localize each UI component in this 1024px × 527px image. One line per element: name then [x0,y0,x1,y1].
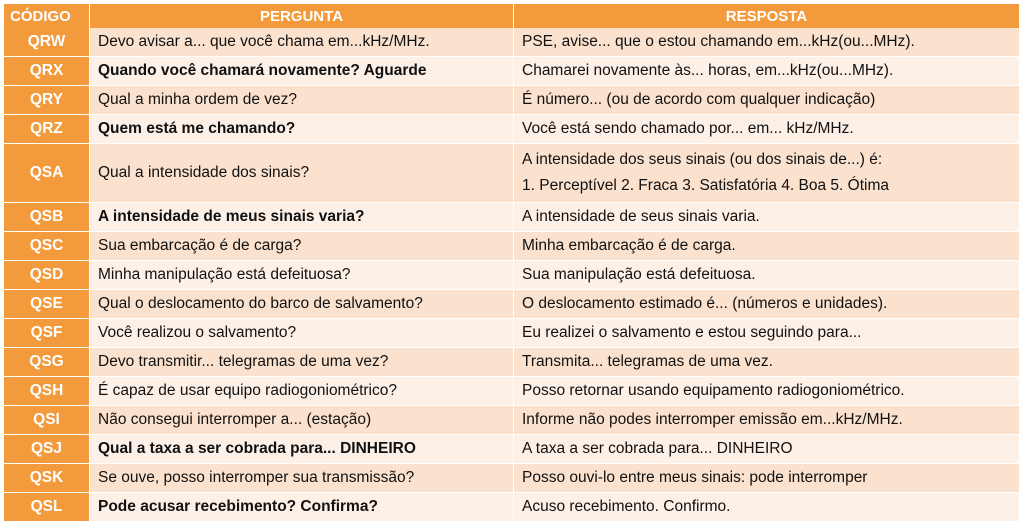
row-code: QSK [4,464,90,493]
table-row [4,261,1020,290]
row-question: Quem está me chamando? [90,115,514,144]
header-answer: RESPOSTA [514,4,1020,28]
row-question: Minha manipulação está defeituosa? [90,261,514,290]
row-question: Qual o deslocamento do barco de salvamento? [90,290,514,319]
table-row [4,57,1020,86]
row-answer: PSE, avise... que o estou chamando em...kHz(ou...MHz). [514,28,1020,57]
row-answer [514,144,1020,203]
table-row [4,203,1020,232]
q-code-table [4,4,1020,522]
row-answer: O deslocamento estimado é... (números e unidades). [514,290,1020,319]
row-answer-line-2: 1. Perceptível 2. Fraca 3. Satisfatória 4. Boa 5. Ótima [522,177,890,194]
table-row [4,144,1020,203]
table-row [4,290,1020,319]
row-code: QSB [4,203,90,232]
row-answer: Eu realizei o salvamento e estou seguindo para... [514,319,1020,348]
row-question: Qual a minha ordem de vez? [90,86,514,115]
row-answer: Acuso recebimento. Confirmo. [514,493,1020,522]
row-answer: Posso retornar usando equipamento radiogoniométrico. [514,377,1020,406]
row-code: QRY [4,86,90,115]
row-code: QSL [4,493,90,522]
row-answer: Posso ouvi-lo entre meus sinais: pode interromper [514,464,1020,493]
row-code: QSA [4,144,90,203]
table-row [4,435,1020,464]
row-answer-line-1: A intensidade dos seus sinais (ou dos sinais de...) é: [522,151,883,168]
row-code: QSE [4,290,90,319]
row-question: Não consegui interromper a... (estação) [90,406,514,435]
row-answer: Informe não podes interromper emissão em...kHz/MHz. [514,406,1020,435]
table-row [4,348,1020,377]
row-question: Devo transmitir... telegramas de uma vez? [90,348,514,377]
row-answer: A taxa a ser cobrada para... DINHEIRO [514,435,1020,464]
table-header-row [4,4,1020,28]
row-code: QRW [4,28,90,57]
table-body [4,28,1020,522]
row-question: Qual a intensidade dos sinais? [90,144,514,203]
row-answer: Transmita... telegramas de uma vez. [514,348,1020,377]
table-row [4,493,1020,522]
row-code: QSG [4,348,90,377]
row-answer: Chamarei novamente às... horas, em...kHz(ou...MHz). [514,57,1020,86]
header-question: PERGUNTA [90,4,514,28]
row-question: Se ouve, posso interromper sua transmissão? [90,464,514,493]
row-answer: A intensidade de seus sinais varia. [514,203,1020,232]
row-code: QSC [4,232,90,261]
row-code: QSI [4,406,90,435]
row-code: QSD [4,261,90,290]
row-code: QSJ [4,435,90,464]
row-code: QRX [4,57,90,86]
table-row [4,406,1020,435]
table-row [4,319,1020,348]
q-code-table-frame [4,4,1020,523]
row-answer: Minha embarcação é de carga. [514,232,1020,261]
row-question: Devo avisar a... que você chama em...kHz/MHz. [90,28,514,57]
table-row [4,28,1020,57]
row-question: A intensidade de meus sinais varia? [90,203,514,232]
row-question: Pode acusar recebimento? Confirma? [90,493,514,522]
row-code: QRZ [4,115,90,144]
row-code: QSF [4,319,90,348]
table-row [4,115,1020,144]
row-question: Quando você chamará novamente? Aguarde [90,57,514,86]
row-answer: Você está sendo chamado por... em... kHz/MHz. [514,115,1020,144]
row-question: Você realizou o salvamento? [90,319,514,348]
table-row [4,86,1020,115]
row-answer: Sua manipulação está defeituosa. [514,261,1020,290]
header-code: CÓDIGO [4,4,90,28]
table-row [4,232,1020,261]
row-question: É capaz de usar equipo radiogoniométrico? [90,377,514,406]
row-question: Qual a taxa a ser cobrada para... DINHEIRO [90,435,514,464]
row-answer: É número... (ou de acordo com qualquer indicação) [514,86,1020,115]
row-question: Sua embarcação é de carga? [90,232,514,261]
row-code: QSH [4,377,90,406]
table-row [4,464,1020,493]
table-row [4,377,1020,406]
